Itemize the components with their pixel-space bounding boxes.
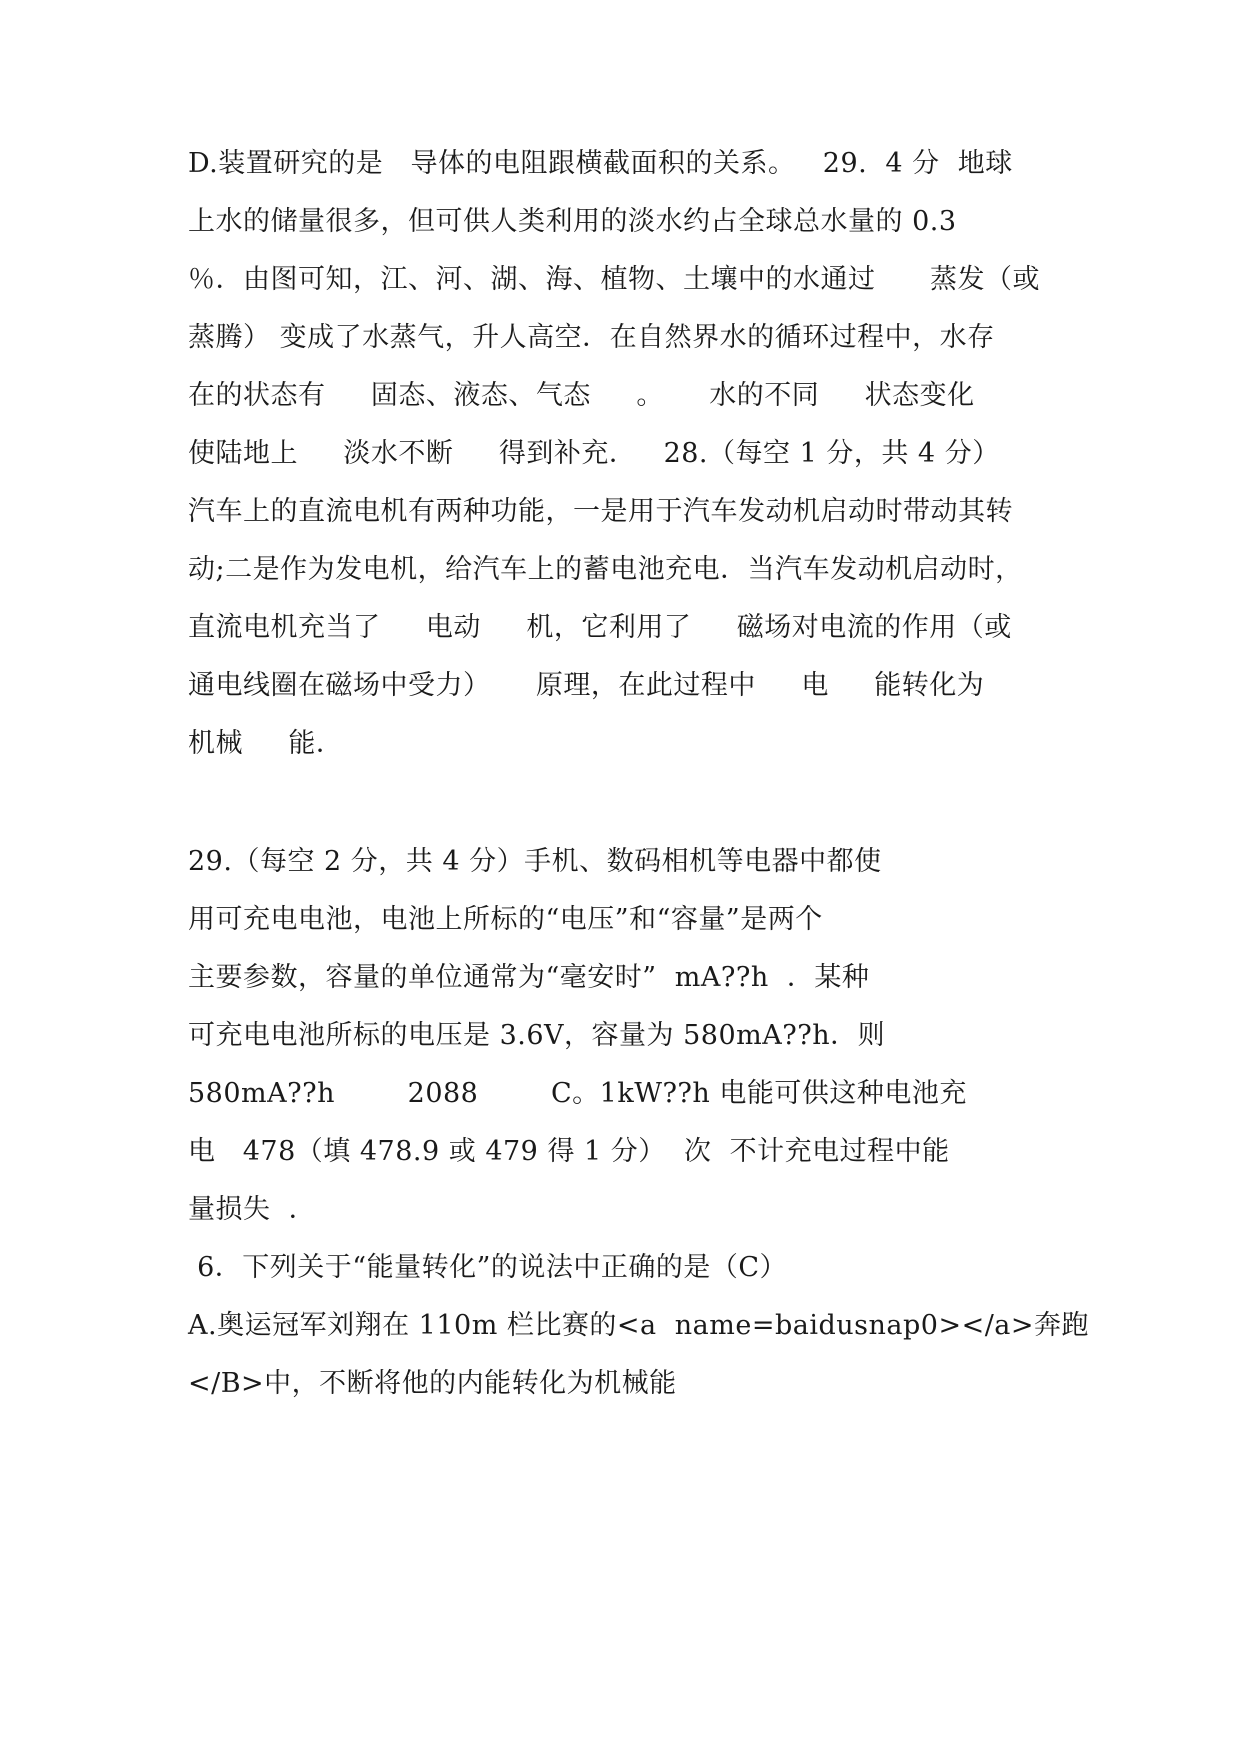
text-line: 汽车上的直流电机有两种功能，一是用于汽车发动机启动时带动其转 xyxy=(188,496,1013,527)
text-line: 在的状态有 固态、液态、气态 。 水的不同 状态变化 xyxy=(188,380,975,411)
text-line: 580mA??h 2088 C。1kW??h 电能可供这种电池充 xyxy=(188,1078,967,1109)
text-line: 通电线圈在磁场中受力） 原理，在此过程中 电 能转化为 xyxy=(188,670,985,701)
text-line: 蒸腾） 变成了水蒸气，升人高空．在自然界水的循环过程中，水存 xyxy=(188,322,995,353)
text-line: 29.（每空 2 分，共 4 分）手机、数码相机等电器中都使 xyxy=(188,846,882,877)
text-line: 量损失 ． xyxy=(188,1194,317,1225)
text-line: 电 478（填 478.9 或 479 得 1 分） 次 不计充电过程中能 xyxy=(188,1136,950,1167)
text-line: ％．由图可知，江、河、湖、海、植物、土壤中的水通过 蒸发（或 xyxy=(188,264,1040,295)
text-line: 上水的储量很多，但可供人类利用的淡水约占全球总水量的 0.3 xyxy=(188,206,957,237)
text-line: 可充电电池所标的电压是 3.6V，容量为 580mA??h．则 xyxy=(188,1020,886,1051)
text-line: 主要参数，容量的单位通常为“毫安时” mA??h ．某种 xyxy=(188,962,870,993)
text-line: 用可充电电池，电池上所标的“电压”和“容量”是两个 xyxy=(188,904,823,935)
text-line: 动;二是作为发电机，给汽车上的蓄电池充电．当汽车发动机启动时， xyxy=(188,554,1023,585)
text-line: 直流电机充当了 电动 机，它利用了 磁场对电流的作用（或 xyxy=(188,612,1012,643)
text-line: 使陆地上 淡水不断 得到补充． 28.（每空 1 分，共 4 分） xyxy=(188,438,1000,469)
text-line: A.奥运冠军刘翔在 110m 栏比赛的<a name=baidusnap0></a>奔跑 xyxy=(188,1310,1090,1341)
text-line: D.装置研究的是 导体的电阻跟横截面积的关系。 29. 4 分 地球 xyxy=(188,148,1013,179)
text-line: 6．下列关于“能量转化”的说法中正确的是（C） xyxy=(188,1252,788,1283)
text-line: </B>中，不断将他的内能转化为机械能 xyxy=(188,1368,677,1399)
text-line: 机械 能． xyxy=(188,728,344,759)
